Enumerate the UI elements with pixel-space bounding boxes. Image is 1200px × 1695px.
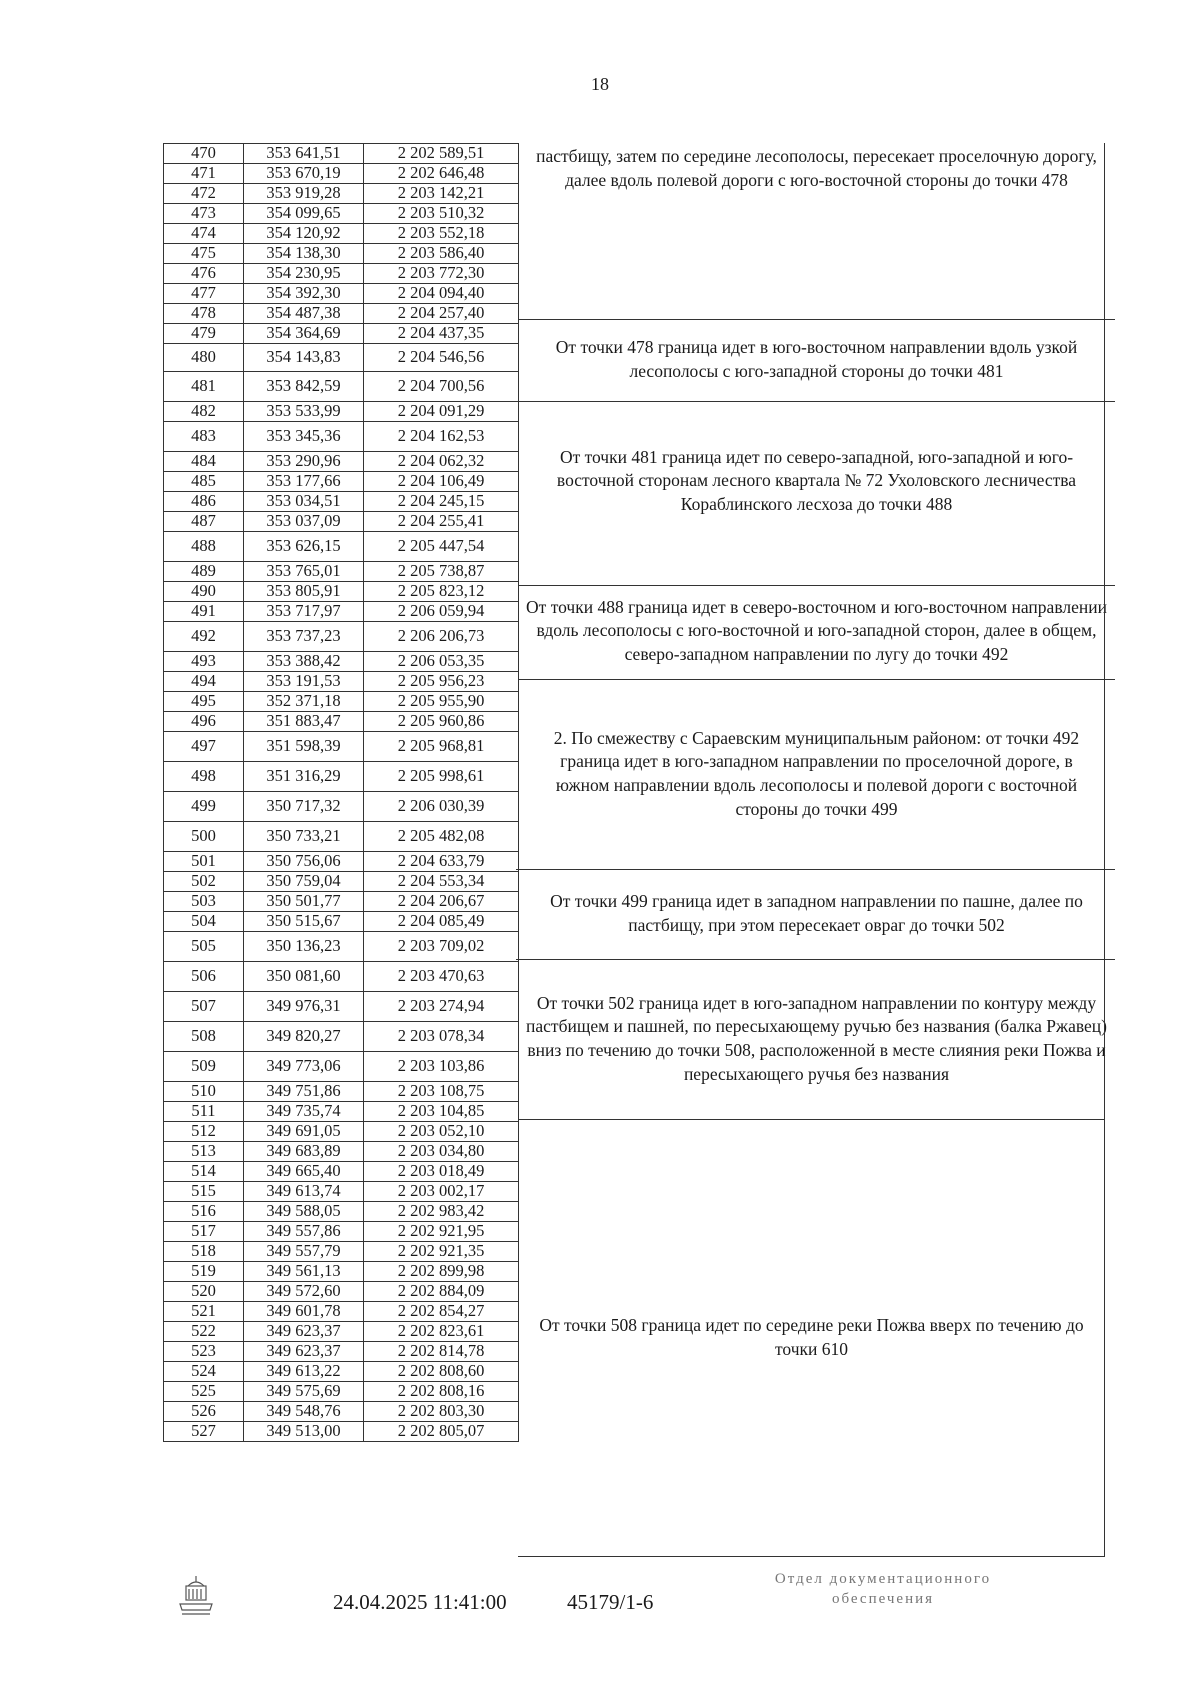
x-coordinate: 352 371,18 [244,692,364,712]
table-row [164,492,519,512]
y-coordinate: 2 204 546,56 [364,344,519,372]
x-coordinate: 349 588,05 [244,1202,364,1222]
table-row [164,244,519,264]
table-row [164,1082,519,1102]
x-coordinate: 349 691,05 [244,1122,364,1142]
y-coordinate: 2 203 018,49 [364,1162,519,1182]
table-row [164,912,519,932]
page-number: 18 [591,74,609,94]
point-number: 491 [164,602,244,622]
description-right-border [1104,143,1105,1556]
point-number: 527 [164,1422,244,1442]
point-number: 510 [164,1082,244,1102]
y-coordinate: 2 202 983,42 [364,1202,519,1222]
table-row [164,762,519,792]
table-row [164,602,519,622]
point-number: 521 [164,1302,244,1322]
x-coordinate: 354 120,92 [244,224,364,244]
x-coordinate: 349 557,86 [244,1222,364,1242]
x-coordinate: 350 717,32 [244,792,364,822]
table-row [164,472,519,492]
x-coordinate: 350 515,67 [244,912,364,932]
y-coordinate: 2 204 085,49 [364,912,519,932]
x-coordinate: 353 177,66 [244,472,364,492]
table-row [164,992,519,1022]
description-508-610: От точки 508 граница идет по середине реки Пожва вверх по течению до точки 610 [539,1314,1084,1359]
y-coordinate: 2 202 808,16 [364,1382,519,1402]
y-coordinate: 2 205 956,23 [364,672,519,692]
point-number: 478 [164,304,244,324]
y-coordinate: 2 204 094,40 [364,284,519,304]
footer-date: 24.04.2025 11:41:00 [333,1590,507,1614]
y-coordinate: 2 203 052,10 [364,1122,519,1142]
y-coordinate: 2 206 053,35 [364,652,519,672]
point-number: 473 [164,204,244,224]
x-coordinate: 353 290,96 [244,452,364,472]
footer-document-number: 45179/1-6 [567,1590,654,1614]
point-number: 489 [164,562,244,582]
y-coordinate: 2 202 884,09 [364,1282,519,1302]
y-coordinate: 2 205 823,12 [364,582,519,602]
table-row [164,1402,519,1422]
y-coordinate: 2 202 899,98 [364,1262,519,1282]
point-number: 511 [164,1102,244,1122]
y-coordinate: 2 204 106,49 [364,472,519,492]
y-coordinate: 2 203 103,86 [364,1052,519,1082]
table-row [164,652,519,672]
x-coordinate: 353 388,42 [244,652,364,672]
table-row [164,304,519,324]
description-478-481: От точки 478 граница идет в юго-восточном направлении вдоль узкой лесополосы с юго-западной стороны до точки 481 [555,337,1078,381]
description-470-478: пастбищу, затем по середине лесополосы, пересекает проселочную дорогу, далее вдоль полевой дороги с юго-восточной стороны до точки 478 [536,146,1097,190]
y-coordinate: 2 203 470,63 [364,962,519,992]
x-coordinate: 354 392,30 [244,284,364,304]
point-number: 499 [164,792,244,822]
y-coordinate: 2 204 091,29 [364,402,519,422]
department-stamp [718,1570,1048,1609]
point-number: 475 [164,244,244,264]
y-coordinate: 2 205 960,86 [364,712,519,732]
point-number: 492 [164,622,244,652]
point-number: 481 [164,372,244,402]
table-row [164,692,519,712]
point-number: 479 [164,324,244,344]
table-row [164,962,519,992]
point-number: 477 [164,284,244,304]
x-coordinate: 354 364,69 [244,324,364,344]
point-number: 500 [164,822,244,852]
table-row [164,1022,519,1052]
y-coordinate: 2 202 805,07 [364,1422,519,1442]
y-coordinate: 2 202 921,35 [364,1242,519,1262]
point-number: 497 [164,732,244,762]
table-row [164,732,519,762]
point-number: 503 [164,892,244,912]
x-coordinate: 353 037,09 [244,512,364,532]
table-row [164,164,519,184]
point-number: 486 [164,492,244,512]
x-coordinate: 349 976,31 [244,992,364,1022]
x-coordinate: 349 613,74 [244,1182,364,1202]
y-coordinate: 2 206 059,94 [364,602,519,622]
point-number: 482 [164,402,244,422]
y-coordinate: 2 202 921,95 [364,1222,519,1242]
point-number: 494 [164,672,244,692]
point-number: 471 [164,164,244,184]
description-499-502: От точки 499 граница идет в западном направлении по пашне, далее по пастбищу, при этом пересекает овраг до точки 502 [550,891,1083,935]
point-number: 519 [164,1262,244,1282]
x-coordinate: 349 623,37 [244,1322,364,1342]
y-coordinate: 2 204 437,35 [364,324,519,344]
coordinates-table-body [164,144,519,1442]
point-number: 523 [164,1342,244,1362]
table-row [164,372,519,402]
x-coordinate: 349 751,86 [244,1082,364,1102]
x-coordinate: 351 883,47 [244,712,364,732]
coordinates-table [163,143,519,1442]
point-number: 484 [164,452,244,472]
y-coordinate: 2 203 586,40 [364,244,519,264]
y-coordinate: 2 204 255,41 [364,512,519,532]
point-number: 524 [164,1362,244,1382]
x-coordinate: 353 765,01 [244,562,364,582]
point-number: 501 [164,852,244,872]
table-row [164,532,519,562]
x-coordinate: 349 548,76 [244,1402,364,1422]
point-number: 518 [164,1242,244,1262]
table-row [164,712,519,732]
x-coordinate: 354 230,95 [244,264,364,284]
table-row [164,792,519,822]
y-coordinate: 2 203 002,17 [364,1182,519,1202]
y-coordinate: 2 204 162,53 [364,422,519,452]
table-row [164,1342,519,1362]
table-row [164,892,519,912]
y-coordinate: 2 203 274,94 [364,992,519,1022]
x-coordinate: 353 345,36 [244,422,364,452]
x-coordinate: 354 487,38 [244,304,364,324]
x-coordinate: 353 805,91 [244,582,364,602]
y-coordinate: 2 203 709,02 [364,932,519,962]
y-coordinate: 2 204 245,15 [364,492,519,512]
table-row [164,1222,519,1242]
table-row [164,1322,519,1342]
table-row [164,144,519,164]
point-number: 522 [164,1322,244,1342]
y-coordinate: 2 205 447,54 [364,532,519,562]
x-coordinate: 350 756,06 [244,852,364,872]
table-row [164,562,519,582]
x-coordinate: 354 138,30 [244,244,364,264]
table-row [164,184,519,204]
point-number: 496 [164,712,244,732]
y-coordinate: 2 203 104,85 [364,1102,519,1122]
table-row [164,1422,519,1442]
x-coordinate: 349 572,60 [244,1282,364,1302]
point-number: 493 [164,652,244,672]
point-number: 513 [164,1142,244,1162]
point-number: 490 [164,582,244,602]
point-number: 474 [164,224,244,244]
point-number: 506 [164,962,244,992]
table-row [164,1102,519,1122]
point-number: 476 [164,264,244,284]
table-row [164,672,519,692]
table-row [164,422,519,452]
table-row [164,344,519,372]
description-bottom-border [518,1556,1105,1557]
y-coordinate: 2 204 257,40 [364,304,519,324]
table-row [164,1162,519,1182]
x-coordinate: 353 533,99 [244,402,364,422]
y-coordinate: 2 202 808,60 [364,1362,519,1382]
x-coordinate: 349 561,13 [244,1262,364,1282]
point-number: 470 [164,144,244,164]
table-row [164,582,519,602]
table-row [164,1242,519,1262]
point-number: 517 [164,1222,244,1242]
table-row [164,852,519,872]
x-coordinate: 349 613,22 [244,1362,364,1382]
x-coordinate: 353 641,51 [244,144,364,164]
x-coordinate: 350 759,04 [244,872,364,892]
x-coordinate: 350 136,23 [244,932,364,962]
x-coordinate: 350 081,60 [244,962,364,992]
y-coordinate: 2 203 510,32 [364,204,519,224]
stamp-line-1: Отдел документационного [774,1571,992,1587]
y-coordinate: 2 206 206,73 [364,622,519,652]
x-coordinate: 349 820,27 [244,1022,364,1052]
x-coordinate: 349 557,79 [244,1242,364,1262]
y-coordinate: 2 204 633,79 [364,852,519,872]
point-number: 502 [164,872,244,892]
table-row [164,264,519,284]
y-coordinate: 2 202 823,61 [364,1322,519,1342]
point-number: 507 [164,992,244,1022]
y-coordinate: 2 204 700,56 [364,372,519,402]
table-row [164,822,519,852]
y-coordinate: 2 202 646,48 [364,164,519,184]
y-coordinate: 2 203 034,80 [364,1142,519,1162]
point-number: 495 [164,692,244,712]
point-number: 480 [164,344,244,372]
y-coordinate: 2 205 482,08 [364,822,519,852]
point-number: 520 [164,1282,244,1302]
point-number: 483 [164,422,244,452]
table-row [164,1302,519,1322]
x-coordinate: 349 665,40 [244,1162,364,1182]
x-coordinate: 351 598,39 [244,732,364,762]
y-coordinate: 2 202 589,51 [364,144,519,164]
x-coordinate: 353 842,59 [244,372,364,402]
table-row [164,1382,519,1402]
table-row [164,622,519,652]
table-row [164,224,519,244]
y-coordinate: 2 203 108,75 [364,1082,519,1102]
point-number: 515 [164,1182,244,1202]
x-coordinate: 350 733,21 [244,822,364,852]
table-row [164,324,519,344]
y-coordinate: 2 204 206,67 [364,892,519,912]
table-row [164,932,519,962]
table-row [164,1122,519,1142]
table-row [164,1282,519,1302]
table-row [164,402,519,422]
point-number: 526 [164,1402,244,1422]
table-row [164,284,519,304]
y-coordinate: 2 204 553,34 [364,872,519,892]
point-number: 509 [164,1052,244,1082]
x-coordinate: 351 316,29 [244,762,364,792]
x-coordinate: 349 735,74 [244,1102,364,1122]
table-row [164,1202,519,1222]
point-number: 504 [164,912,244,932]
description-481-488: От точки 481 граница идет по северо-западной, юго-западной и юго-восточной сторонам лесного квартала № 72 Ухоловского лесничества Кораблинского лесхоза до точки 488 [556,446,1077,514]
x-coordinate: 349 773,06 [244,1052,364,1082]
x-coordinate: 350 501,77 [244,892,364,912]
description-488-492: От точки 488 граница идет в северо-восточном и юго-восточном направлении вдоль лесополосы с юго-восточной и юго-западной сторон, далее в общем, северо-западном направлении по лугу до точки 492 [526,596,1107,664]
point-number: 498 [164,762,244,792]
x-coordinate: 353 626,15 [244,532,364,562]
y-coordinate: 2 205 968,81 [364,732,519,762]
x-coordinate: 353 191,53 [244,672,364,692]
point-number: 472 [164,184,244,204]
table-row [164,872,519,892]
y-coordinate: 2 206 030,39 [364,792,519,822]
emblem-icon [176,1572,216,1620]
x-coordinate: 349 601,78 [244,1302,364,1322]
point-number: 508 [164,1022,244,1052]
boundary-descriptions [518,143,1115,1556]
y-coordinate: 2 205 998,61 [364,762,519,792]
table-row [164,452,519,472]
table-row [164,1262,519,1282]
table-row [164,512,519,532]
point-number: 505 [164,932,244,962]
y-coordinate: 2 202 854,27 [364,1302,519,1322]
point-number: 514 [164,1162,244,1182]
table-row [164,1362,519,1382]
point-number: 488 [164,532,244,562]
x-coordinate: 353 737,23 [244,622,364,652]
point-number: 512 [164,1122,244,1142]
x-coordinate: 353 919,28 [244,184,364,204]
x-coordinate: 349 623,37 [244,1342,364,1362]
table-row [164,1182,519,1202]
x-coordinate: 354 099,65 [244,204,364,224]
x-coordinate: 353 034,51 [244,492,364,512]
x-coordinate: 353 717,97 [244,602,364,622]
stamp-line-2: обеспечения [831,1590,935,1607]
x-coordinate: 353 670,19 [244,164,364,184]
y-coordinate: 2 205 955,90 [364,692,519,712]
point-number: 485 [164,472,244,492]
y-coordinate: 2 203 078,34 [364,1022,519,1052]
point-number: 487 [164,512,244,532]
y-coordinate: 2 204 062,32 [364,452,519,472]
point-number: 516 [164,1202,244,1222]
x-coordinate: 349 683,89 [244,1142,364,1162]
description-502-508: От точки 502 граница идет в юго-западном направлении по контуру между пастбищем и пашней, по пересыхающему ручью без названия (балка Ржавец) вниз по течению до точки 508, расположенной в месте слияния реки Пожва и пересыхающего ручья без названия [526,992,1107,1084]
table-row [164,1052,519,1082]
table-row [164,204,519,224]
description-492-499: 2. По смежеству с Сараевским муниципальным районом: от точки 492 граница идет в юго-западном направлении по проселочной дороге, в южном направлении вдоль лесополосы и полевой дороги с восточной стороны до точки 499 [553,727,1080,819]
y-coordinate: 2 203 552,18 [364,224,519,244]
y-coordinate: 2 202 803,30 [364,1402,519,1422]
x-coordinate: 354 143,83 [244,344,364,372]
y-coordinate: 2 203 772,30 [364,264,519,284]
y-coordinate: 2 205 738,87 [364,562,519,582]
y-coordinate: 2 203 142,21 [364,184,519,204]
x-coordinate: 349 575,69 [244,1382,364,1402]
x-coordinate: 349 513,00 [244,1422,364,1442]
point-number: 525 [164,1382,244,1402]
table-row [164,1142,519,1162]
y-coordinate: 2 202 814,78 [364,1342,519,1362]
